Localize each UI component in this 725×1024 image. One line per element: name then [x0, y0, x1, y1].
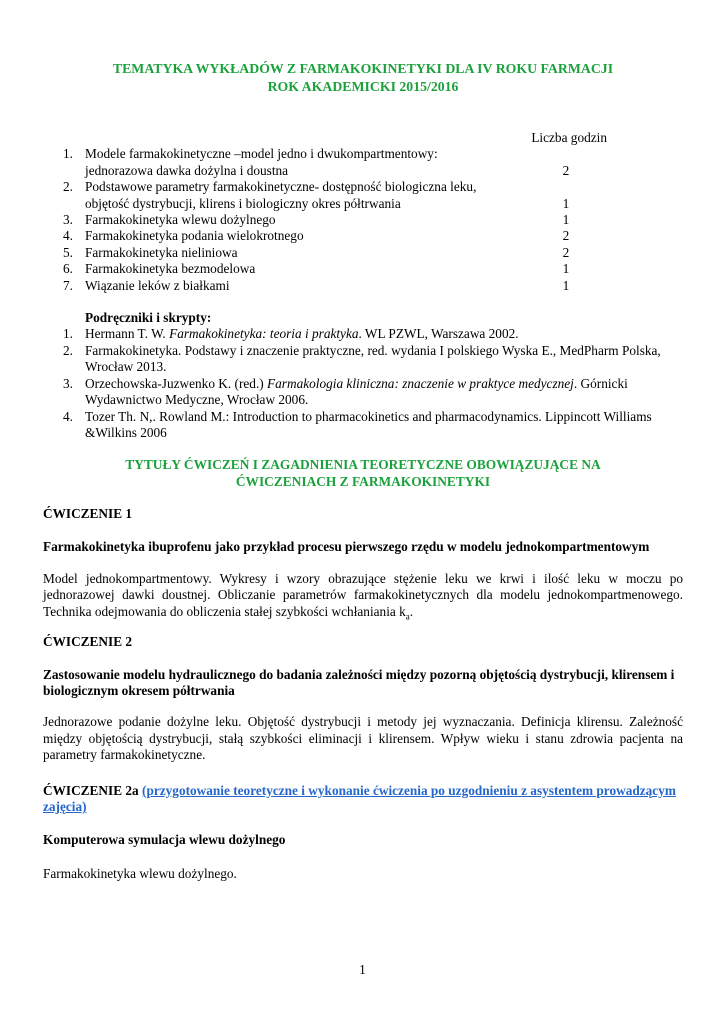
exercise-1-body-text: Model jednokompartmentowy. Wykresy i wzory obrazujące stężenie leku we krwi i ilość leku w moczu po jednorazowej dawki doustnej. Obliczanie parametrów farmakokinetycznych dla modelu jednokompartmenowego. Technika odejmowania do obliczenia stałej szybkości wchłaniania k	[43, 570, 683, 619]
lecture-item-text: Farmakokinetyka nieliniowa	[85, 244, 238, 260]
textbook-list	[43, 326, 683, 441]
exercise-2-body: Jednorazowe podanie dożylne leku. Objętość dystrybucji i metody jej wyznaczania. Definicja klirensu. Zależność między objętością dystrybucji, stałą szybkości eliminacji i klirensem. Wpływ wieku i stanu zdrowia pacjenta na parametry farmakokinetyczne.	[43, 714, 683, 763]
lecture-item-hours: 1	[562, 212, 570, 228]
textbook-item-text: . Górnicki Wydawnictwo Medyczne, Wrocław 2006.	[85, 375, 628, 408]
lecture-item-hours: 1	[562, 261, 570, 277]
exercise-2a-subtitle: Komputerowa symulacja wlewu dożylnego	[43, 832, 286, 848]
lecture-item-text: objętość dystrybucji, klirens i biologiczny okres półtrwania	[85, 195, 401, 211]
lecture-item-text: Farmakokinetyka podania wielokrotnego	[85, 228, 304, 244]
lecture-item	[43, 245, 683, 261]
textbook-item-text: Hermann T. W.	[85, 326, 170, 342]
lecture-item-text: Farmakokinetyka wlewu dożylnego	[85, 212, 276, 228]
lecture-item-number: 1.	[63, 146, 73, 162]
lecture-item-hours: 2	[562, 244, 570, 260]
document-title	[43, 60, 683, 96]
exercises-heading-line1: TYTUŁY ĆWICZEŃ I ZAGADNIENIA TEORETYCZNE OBOWIĄZUJĄCE NA	[125, 457, 601, 473]
exercise-2a-label-text: ĆWICZENIE 2a	[43, 782, 143, 798]
lecture-item-text: Podstawowe parametry farmakokinetyczne- dostępność biologiczna leku,	[85, 179, 477, 195]
textbook-item-text: Orzechowska-Juzwenko K. (red.)	[85, 375, 268, 391]
textbook-item-text: Farmakokinetyka. Podstawy i znaczenie praktyczne, red. wydania I polskiego Wyska E., MedPharm Polska, Wrocław 2013.	[85, 342, 661, 375]
document-content	[0, 60, 725, 882]
exercises-heading-line2: ĆWICZENIACH Z FARMAKOKINETYKI	[235, 473, 491, 489]
exercises-section-heading	[43, 457, 683, 490]
textbook-item	[43, 326, 683, 342]
lecture-item	[43, 146, 683, 179]
lecture-item-hours: 2	[562, 228, 570, 244]
exercise-1-subtitle: Farmakokinetyka ibuprofenu jako przykład procesu pierwszego rzędu w modelu jednokompartmentowym	[43, 538, 650, 554]
lecture-item	[43, 278, 683, 294]
lecture-item-number: 4.	[63, 228, 73, 244]
textbook-item-number: 2.	[63, 342, 73, 358]
lecture-item-number: 7.	[63, 277, 73, 293]
lecture-item-text: Modele farmakokinetyczne –model jedno i dwukompartmentowy:	[85, 146, 438, 162]
lecture-item-text: jednorazowa dawka dożylna i doustna	[85, 162, 289, 178]
textbook-item-text: Tozer Th. N,. Rowland M.: Introduction to pharmacokinetics and pharmacodynamics. Lippincott Williams &Wilkins 2006	[85, 408, 652, 440]
lecture-item	[43, 212, 683, 228]
textbook-item-number: 4.	[63, 408, 73, 424]
textbook-item-text: . WL PZWL, Warszawa 2002.	[358, 326, 519, 342]
exercise-1-label: ĆWICZENIE 1	[43, 506, 133, 522]
lecture-item-text: Farmakokinetyka bezmodelowa	[85, 261, 256, 277]
lecture-item-hours: 1	[562, 277, 570, 293]
lecture-item-hours: 2	[562, 162, 570, 178]
lecture-item-number: 6.	[63, 261, 73, 277]
exercise-2a-body: Farmakokinetyka wlewu dożylnego.	[43, 865, 237, 881]
hours-column-header: Liczba godzin	[531, 130, 607, 145]
textbooks-heading: Podręczniki i skrypty:	[85, 310, 212, 326]
exercise-2-label: ĆWICZENIE 2	[43, 634, 133, 650]
exercise-2-subtitle: Zastosowanie modelu hydraulicznego do badania zależności między pozorną objętością dystrybucji, klirensem i biologicznym okresem półtrwania	[43, 666, 675, 698]
textbook-item-title-italic: Farmakokinetyka: teoria i praktyka	[169, 326, 359, 342]
textbook-item-number: 1.	[63, 326, 73, 342]
exercise-1-body	[43, 571, 683, 620]
textbook-item-title-italic: Farmakologia kliniczna: znaczenie w praktyce medycznej	[267, 375, 574, 391]
lecture-item-number: 2.	[63, 179, 73, 195]
ka-subscript: a	[405, 611, 410, 622]
lecture-item	[43, 261, 683, 277]
lecture-list	[43, 146, 683, 294]
exercise-1-body-end: .	[409, 603, 414, 619]
page-number: 1	[359, 962, 366, 977]
lecture-item-hours: 1	[562, 195, 570, 211]
textbook-item	[43, 409, 683, 442]
textbook-item	[43, 343, 683, 376]
exercise-2a-note-link[interactable]: (przygotowanie teoretyczne i wykonanie ćwiczenia po uzgodnieniu z asystentem prowadzącym zajęcia)	[43, 782, 676, 814]
textbook-item	[43, 376, 683, 409]
lecture-item-number: 3.	[63, 212, 73, 228]
textbook-item-number: 3.	[63, 375, 73, 391]
lecture-item-number: 5.	[63, 244, 73, 260]
lecture-item-text: Wiązanie leków z białkami	[85, 277, 230, 293]
lecture-item	[43, 228, 683, 244]
document-title-line2: ROK AKADEMICKI 2015/2016	[267, 79, 459, 94]
document-title-line1: TEMATYKA WYKŁADÓW Z FARMAKOKINETYKI DLA IV ROKU FARMACJI	[112, 61, 614, 76]
exercise-2a-label	[43, 783, 683, 816]
lecture-item	[43, 179, 683, 212]
